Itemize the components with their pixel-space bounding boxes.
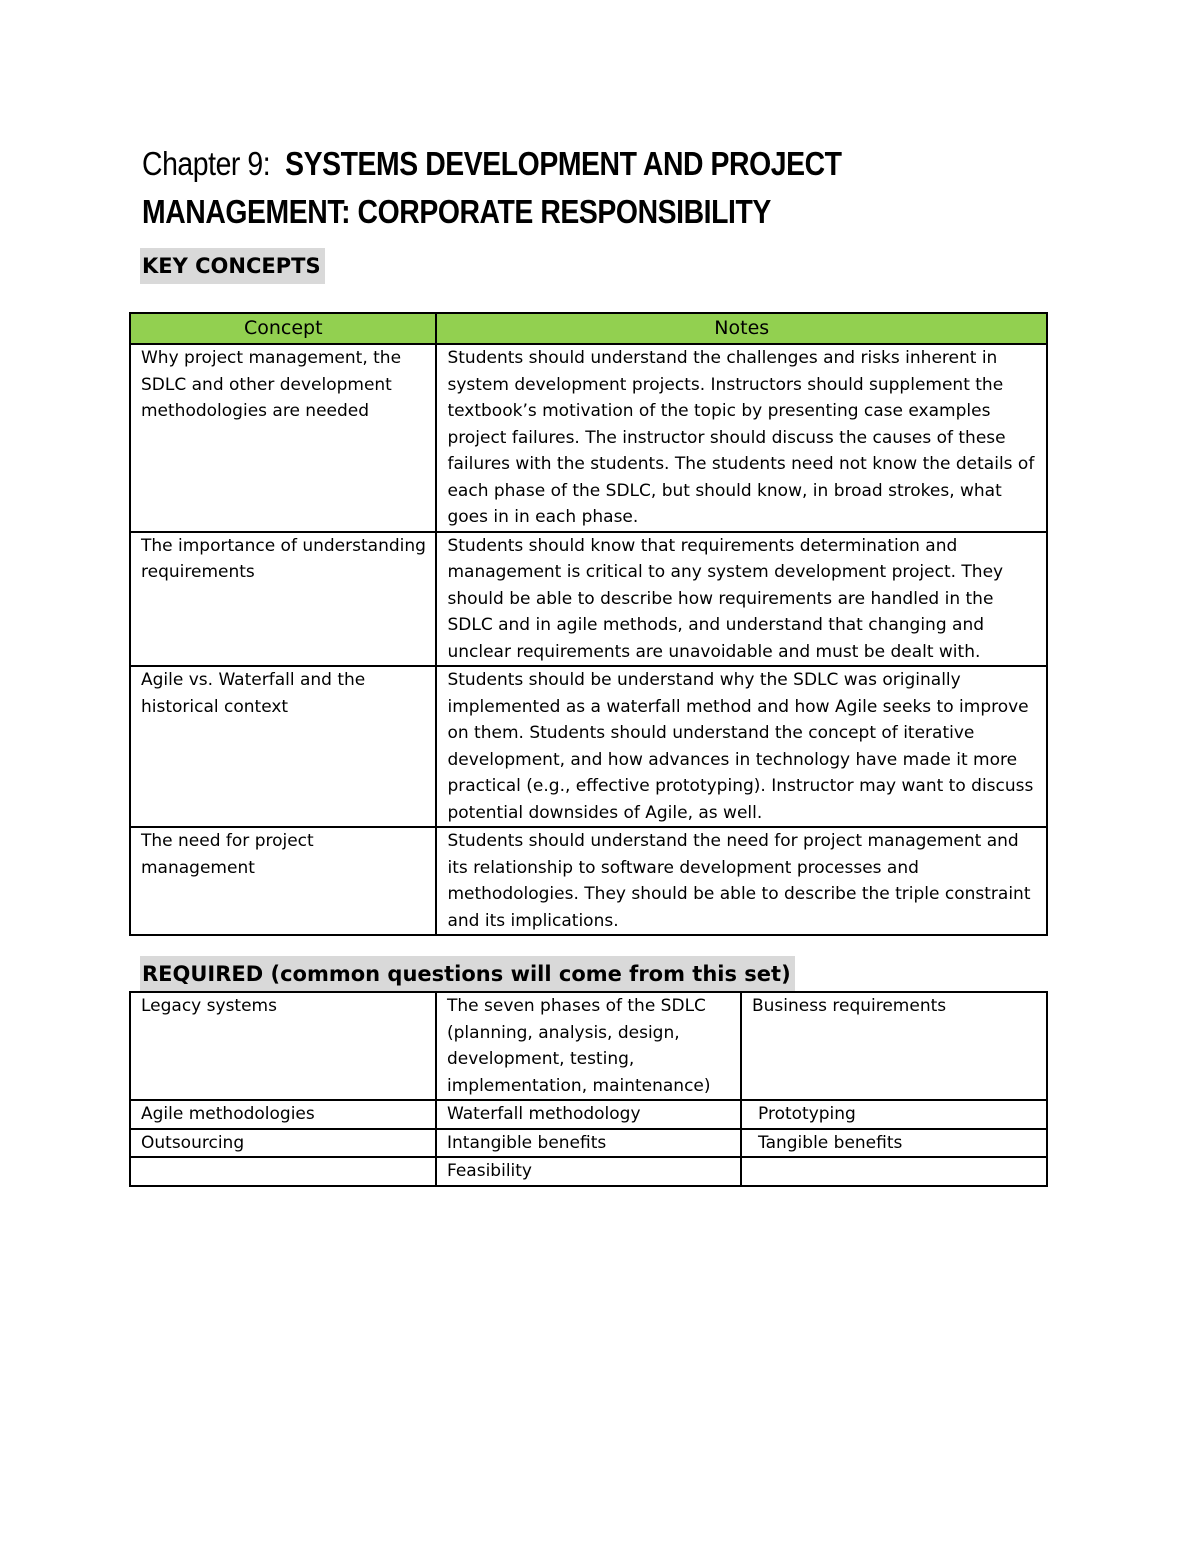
term-cell xyxy=(741,1100,1047,1129)
column-header-notes: Notes xyxy=(436,313,1047,344)
term-cell xyxy=(130,1157,436,1186)
key-concepts-table xyxy=(129,312,1048,936)
term-cell: Waterfall methodology xyxy=(436,1100,741,1129)
key-concepts-heading: KEY CONCEPTS xyxy=(140,248,325,284)
required-terms-table xyxy=(129,991,1048,1187)
term-cell: The seven phases of the SDLC (planning, analysis, design, development, testing, implementation, maintenance) xyxy=(436,992,741,1100)
chapter-title xyxy=(142,140,916,236)
table-row xyxy=(130,1129,1047,1158)
title-prefix: Chapter 9: xyxy=(142,145,271,182)
concept-cell: Agile vs. Waterfall and the historical context xyxy=(130,666,436,827)
table-row xyxy=(130,666,1047,827)
table-row xyxy=(130,992,1047,1100)
concept-cell: The need for project management xyxy=(130,827,436,935)
table-row xyxy=(130,827,1047,935)
term-cell: Feasibility xyxy=(436,1157,741,1186)
title-main-line-1: SYSTEMS DEVELOPMENT AND PROJECT xyxy=(285,145,842,182)
notes-cell: Students should be understand why the SDLC was originally implemented as a waterfall method and how Agile seeks to improve on them. Students should understand the concept of iterative development, and how advances in technology have made it more practical (e.g., effective prototyping). Instructor may want to discuss potential downsides of Agile, as well. xyxy=(436,666,1047,827)
concept-cell: Why project management, the SDLC and other development methodologies are needed xyxy=(130,344,436,532)
term-cell: Agile methodologies xyxy=(130,1100,436,1129)
table-row xyxy=(130,1157,1047,1186)
title-line-1 xyxy=(142,140,916,188)
notes-cell: Students should understand the challenges and risks inherent in system development projects. Instructors should supplement the textbook’s motivation of the topic by presenting case examples project failures. The instructor should discuss the causes of these failures with the students. The students need not know the details of each phase of the SDLC, but should know, in broad strokes, what goes in in each phase. xyxy=(436,344,1047,532)
table-row xyxy=(130,532,1047,667)
term-cell xyxy=(741,1129,1047,1158)
table-row xyxy=(130,344,1047,532)
column-header-concept: Concept xyxy=(130,313,436,344)
term-cell: Intangible benefits xyxy=(436,1129,741,1158)
notes-cell: Students should understand the need for project management and its relationship to software development processes and methodologies. They should be able to describe the triple constraint and its implications. xyxy=(436,827,1047,935)
title-main-line-2: MANAGEMENT: CORPORATE RESPONSIBILITY xyxy=(142,193,771,230)
term-cell: Legacy systems xyxy=(130,992,436,1100)
notes-cell: Students should know that requirements determination and management is critical to any system development project. They should be able to describe how requirements are handled in the SDLC and in agile methods, and understand that changing and unclear requirements are unavoidable and must be dealt with. xyxy=(436,532,1047,667)
term-cell xyxy=(741,1157,1047,1186)
required-heading: REQUIRED (common questions will come from this set) xyxy=(140,956,795,992)
term-cell: Outsourcing xyxy=(130,1129,436,1158)
term-cell: Business requirements xyxy=(741,992,1047,1100)
concept-cell: The importance of understanding requirements xyxy=(130,532,436,667)
term-text: Prototyping xyxy=(758,1104,856,1124)
table-header-row xyxy=(130,313,1047,344)
table-row xyxy=(130,1100,1047,1129)
term-text: Tangible benefits xyxy=(758,1132,903,1153)
